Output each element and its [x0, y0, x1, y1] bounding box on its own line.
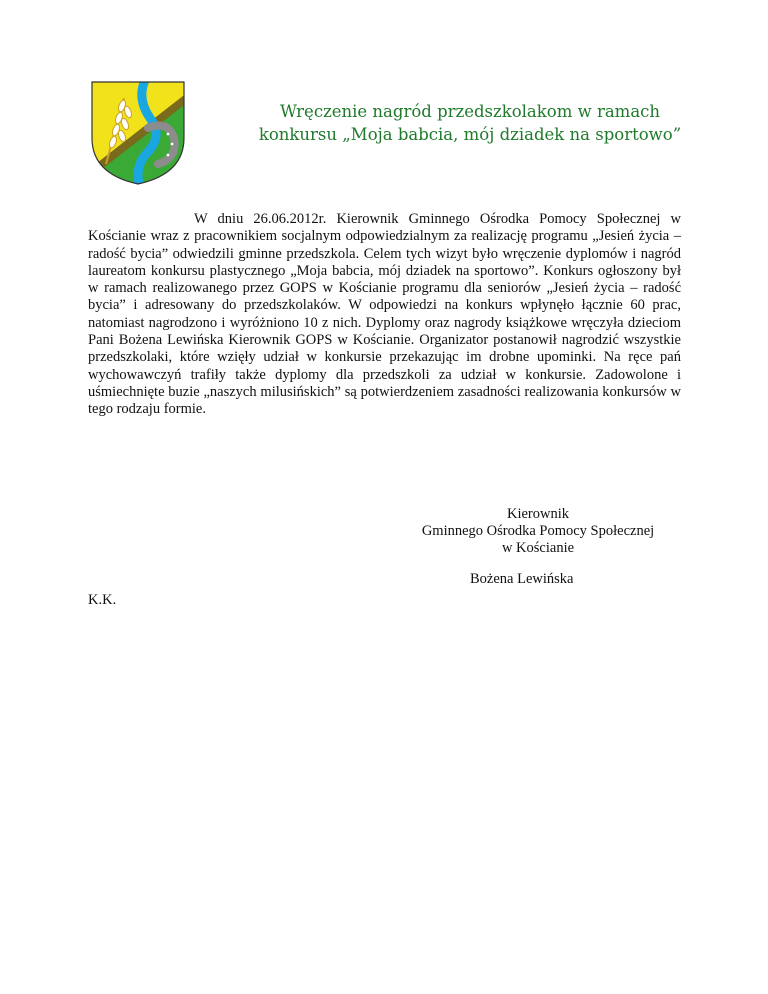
body-paragraph: W dniu 26.06.2012r. Kierownik Gminnego Ośrodka Pomocy Społecznej w Kościanie wraz z pracownikiem socjalnym odpowiedzialnym za realizację programu „Jesień życia – radość bycia” odwiedzili gminne przedszkola. Celem tych wizyt było wręczenie dyplomów i nagród laureatom konkursu plastycznego „Moja babcia, mój dziadek na sportowo”. Konkurs ogłoszony był w ramach realizowanego przez GOPS w Kościanie programu dla seniorów „Jesień życia – radość bycia” i adresowany do przedszkolaków. W odpowiedzi na konkurs wpłynęło łącznie 60 prac, natomiast nagrodzono i wyróżniono 10 z nich. Dyplomy oraz nagrody książkowe wręczyła dzieciom Pani Bożena Lewińska Kierownik GOPS w Kościanie. Organizator postanowił nagrodzić wszystkie przedszkolaki, które wzięły udział w konkursie przekazując im drobne upominki. Na ręce pań wychowawczyń trafiły także dyplomy dla przedszkoli za udział w konkursie. Zadowolone i uśmiechnięte buzie „naszych milusińskich” są potwierdzeniem zasadności realizowania konkursów w tego rodzaju formie. — [88, 211, 681, 418]
title-line-2: konkursu „Moja babcia, mój dziadek na sportowo” — [258, 125, 682, 144]
document-title — [230, 100, 710, 146]
title-line-1: Wręczenie nagród przedszkolakom w ramach — [279, 102, 661, 121]
author-initials: K.K. — [88, 592, 117, 608]
signature-block — [388, 506, 688, 557]
signature-name: Bożena Lewińska — [470, 571, 574, 587]
signature-org: Gminnego Ośrodka Pomocy Społecznej — [421, 523, 655, 539]
signature-place: w Kościanie — [501, 540, 575, 556]
signature-role: Kierownik — [506, 506, 569, 522]
coat-of-arms-icon — [88, 78, 188, 188]
